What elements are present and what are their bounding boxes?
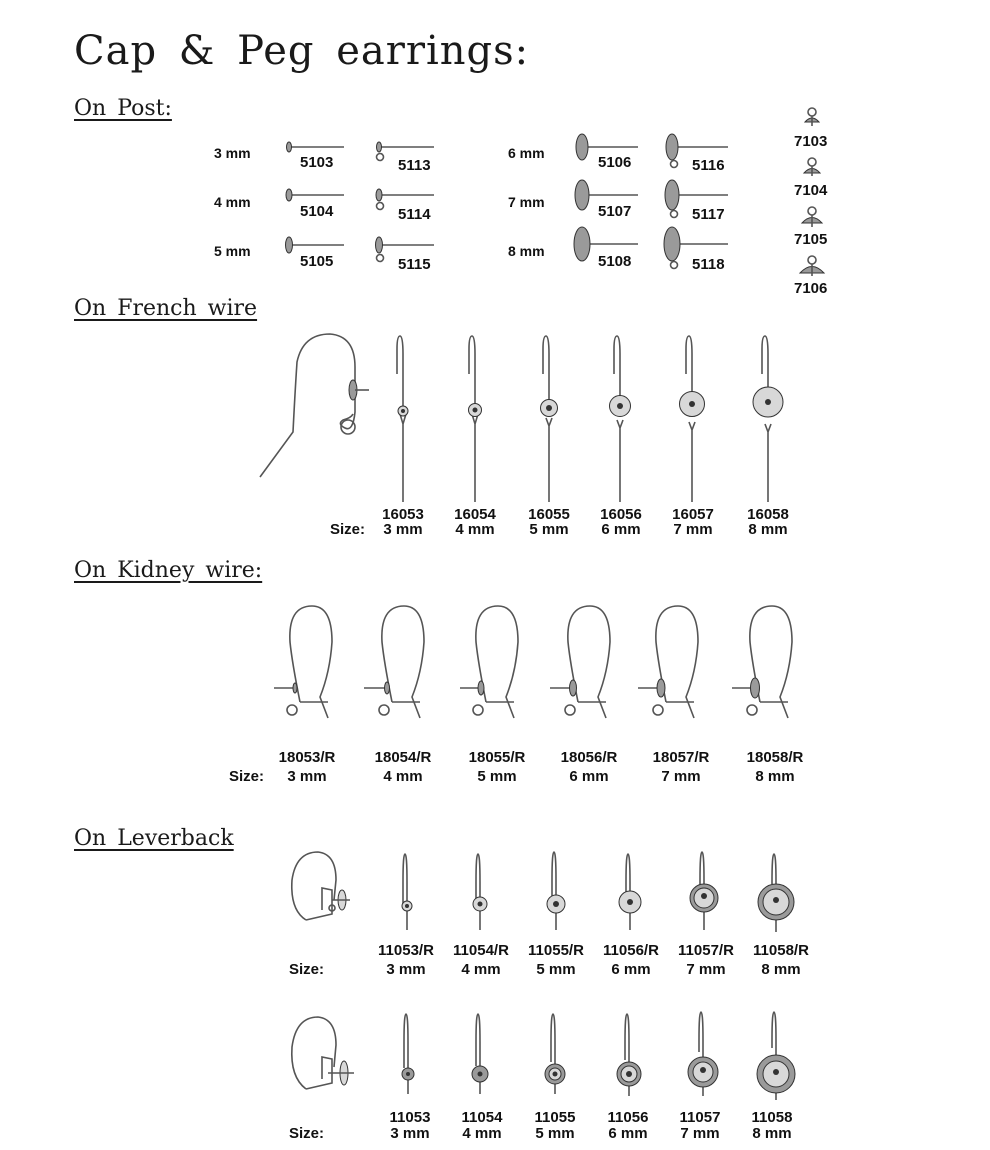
leverback-earring-icon	[395, 852, 419, 932]
product-code: 16056	[600, 506, 642, 523]
product-code: 11053/R	[378, 942, 434, 959]
product-size: 7 mm	[680, 1125, 720, 1142]
french-wire-side-view-icon	[255, 332, 375, 482]
product-size: 8 mm	[752, 1125, 792, 1142]
product-code: 11053	[389, 1109, 431, 1126]
product-code: 5114	[398, 206, 431, 223]
product-code: 11054	[461, 1109, 503, 1126]
product-code: 5115	[398, 256, 431, 273]
bail-cap-icon	[799, 254, 825, 280]
product-size: 6 mm	[611, 961, 651, 978]
section-heading-french-wire: On French wire	[74, 296, 258, 321]
leverback-side-view-icon	[288, 850, 358, 925]
product-code: 5107	[598, 203, 632, 220]
leverback-side-view-icon	[288, 1015, 364, 1095]
product-code: 5116	[692, 157, 725, 174]
size-label: Size:	[289, 1125, 325, 1142]
section-heading-leverback: On Leverback	[74, 826, 234, 851]
product-size: 5 mm	[535, 1125, 575, 1142]
product-code: 11056	[607, 1109, 649, 1126]
product-code: 16055	[528, 506, 570, 523]
leverback-earring-icon	[610, 1012, 648, 1098]
leverback-earring-icon	[396, 1012, 420, 1096]
product-size: 8 mm	[761, 961, 801, 978]
product-code: 18058/R	[746, 749, 804, 766]
product-size: 7 mm	[673, 521, 713, 538]
leverback-earring-icon	[752, 1010, 800, 1102]
leverback-earring-icon	[538, 1012, 572, 1096]
product-code: 5108	[598, 253, 632, 270]
product-size: 4 mm	[461, 961, 501, 978]
french-wire-earring-icon	[388, 334, 418, 504]
leverback-earring-icon	[466, 852, 494, 932]
page-title: Cap & Peg earrings:	[74, 28, 530, 74]
leverback-earring-icon	[466, 1012, 494, 1096]
size-label: 7 mm	[508, 194, 545, 210]
product-code: 18056/R	[560, 749, 618, 766]
product-size: 3 mm	[386, 961, 426, 978]
product-size: 8 mm	[755, 768, 795, 785]
size-label: 6 mm	[508, 145, 545, 161]
product-code: 11054/R	[453, 942, 509, 959]
size-label: 3 mm	[214, 145, 251, 161]
product-size: 3 mm	[390, 1125, 430, 1142]
french-wire-earring-icon	[460, 334, 490, 504]
leverback-earring-icon	[752, 852, 800, 934]
kidney-wire-earring-icon	[456, 602, 536, 722]
section-heading-kidney-wire: On Kidney wire:	[74, 558, 263, 583]
size-label: Size:	[289, 961, 325, 978]
product-size: 8 mm	[748, 521, 788, 538]
product-size: 7 mm	[686, 961, 726, 978]
size-label: 8 mm	[508, 243, 545, 259]
product-code: 11057/R	[678, 942, 734, 959]
product-code: 7103	[794, 133, 828, 150]
kidney-wire-earring-icon	[548, 602, 628, 722]
product-size: 5 mm	[536, 961, 576, 978]
product-code: 11058	[751, 1109, 793, 1126]
product-code: 5104	[300, 203, 334, 220]
product-code: 16057	[672, 506, 714, 523]
product-code: 7106	[794, 280, 828, 297]
product-size: 4 mm	[455, 521, 495, 538]
french-wire-earring-icon	[532, 334, 566, 504]
kidney-wire-earring-icon	[636, 602, 716, 722]
product-code: 7105	[794, 231, 828, 248]
product-code: 5113	[398, 157, 431, 174]
size-label: Size:	[229, 768, 265, 785]
product-size: 5 mm	[529, 521, 569, 538]
section-heading-post: On Post:	[74, 96, 172, 121]
product-code: 5106	[598, 154, 632, 171]
leverback-earring-icon	[684, 850, 724, 932]
product-code: 5103	[300, 154, 334, 171]
bail-cap-icon	[802, 106, 822, 130]
product-code: 11056/R	[603, 942, 659, 959]
leverback-earring-icon	[612, 852, 648, 932]
product-code: 11055/R	[528, 942, 584, 959]
product-code: 16053	[382, 506, 424, 523]
product-code: 11058/R	[753, 942, 809, 959]
product-code: 11057	[679, 1109, 721, 1126]
product-code: 7104	[794, 182, 828, 199]
kidney-wire-earring-icon	[730, 602, 810, 722]
product-size: 6 mm	[601, 521, 641, 538]
product-size: 6 mm	[569, 768, 609, 785]
size-label: 4 mm	[214, 194, 251, 210]
size-label: 5 mm	[214, 243, 251, 259]
french-wire-earring-icon	[744, 334, 792, 504]
french-wire-earring-icon	[670, 334, 714, 504]
bail-cap-icon	[802, 156, 822, 180]
leverback-earring-icon	[540, 850, 572, 932]
kidney-wire-earring-icon	[270, 602, 350, 722]
product-size: 5 mm	[477, 768, 517, 785]
product-code: 16058	[747, 506, 789, 523]
size-label: Size:	[330, 521, 366, 538]
product-code: 18057/R	[652, 749, 710, 766]
product-code: 5118	[692, 256, 725, 273]
product-size: 4 mm	[462, 1125, 502, 1142]
product-code: 5117	[692, 206, 725, 223]
product-code: 18055/R	[468, 749, 526, 766]
product-code: 18054/R	[374, 749, 432, 766]
product-code: 11055	[534, 1109, 576, 1126]
bail-cap-icon	[800, 205, 824, 231]
product-size: 6 mm	[608, 1125, 648, 1142]
french-wire-earring-icon	[600, 334, 640, 504]
product-size: 7 mm	[661, 768, 701, 785]
product-size: 3 mm	[383, 521, 423, 538]
product-code: 5105	[300, 253, 334, 270]
kidney-wire-earring-icon	[362, 602, 442, 722]
product-code: 18053/R	[278, 749, 336, 766]
product-size: 4 mm	[383, 768, 423, 785]
product-size: 3 mm	[287, 768, 327, 785]
leverback-earring-icon	[682, 1010, 724, 1098]
product-code: 16054	[454, 506, 496, 523]
